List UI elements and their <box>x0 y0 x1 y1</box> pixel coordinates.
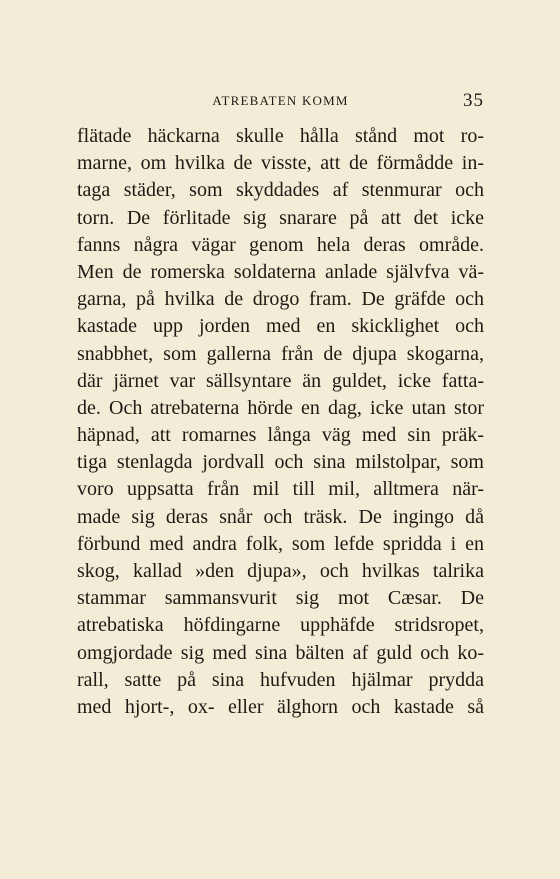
text-line: häpnad, att romarnes långa väg med sin präk- <box>77 424 484 447</box>
text-line: förbund med andra folk, som lefde spridda i en <box>77 532 484 555</box>
text-line: garna, på hvilka de drogo fram. De gräfde och <box>77 288 484 311</box>
text-line: made sig deras snår och träsk. De ingingo då <box>77 505 484 528</box>
text-line: Men de romerska soldaterna anlade självfva vä- <box>77 260 484 283</box>
text-line: omgjordade sig med sina bälten af guld och ko- <box>77 641 484 664</box>
text-line: snabbhet, som gallerna från de djupa skogarna, <box>77 342 484 365</box>
text-line: fanns några vägar genom hela deras område. <box>77 233 484 256</box>
text-line: atrebatiska höfdingarne upphäfde stridsropet, <box>77 614 484 637</box>
text-line: torn. De förlitade sig snarare på att det icke <box>77 206 484 229</box>
text-line: kastade upp jorden med en skicklighet och <box>77 315 484 338</box>
text-line: taga städer, som skyddades af stenmurar och <box>77 179 484 202</box>
running-title: ATREBATEN KOMM <box>212 93 349 108</box>
text-line: flätade häckarna skulle hålla stånd mot ro- <box>77 125 484 147</box>
body-text <box>77 123 484 721</box>
text-line: med hjort-, ox- eller älghorn och kastade så <box>77 695 484 718</box>
text-line: marne, om hvilka de visste, att de förmådde in- <box>77 152 484 175</box>
text-line: voro uppsatta från mil till mil, alltmera när- <box>77 478 484 501</box>
text-line: rall, satte på sina hufvuden hjälmar prydda <box>77 668 484 691</box>
running-head <box>77 92 484 112</box>
text-line: tiga stenlagda jordvall och sina milstolpar, som <box>77 451 484 474</box>
text-line: skog, kallad »den djupa», och hvilkas talrika <box>77 560 484 582</box>
page-number: 35 <box>463 90 484 111</box>
text-line: stammar sammansvurit sig mot Cæsar. De <box>77 587 484 610</box>
text-line: där järnet var sällsyntare än guldet, icke fatta- <box>77 369 484 392</box>
text-line: de. Och atrebaterna hörde en dag, icke utan stor <box>77 396 484 419</box>
